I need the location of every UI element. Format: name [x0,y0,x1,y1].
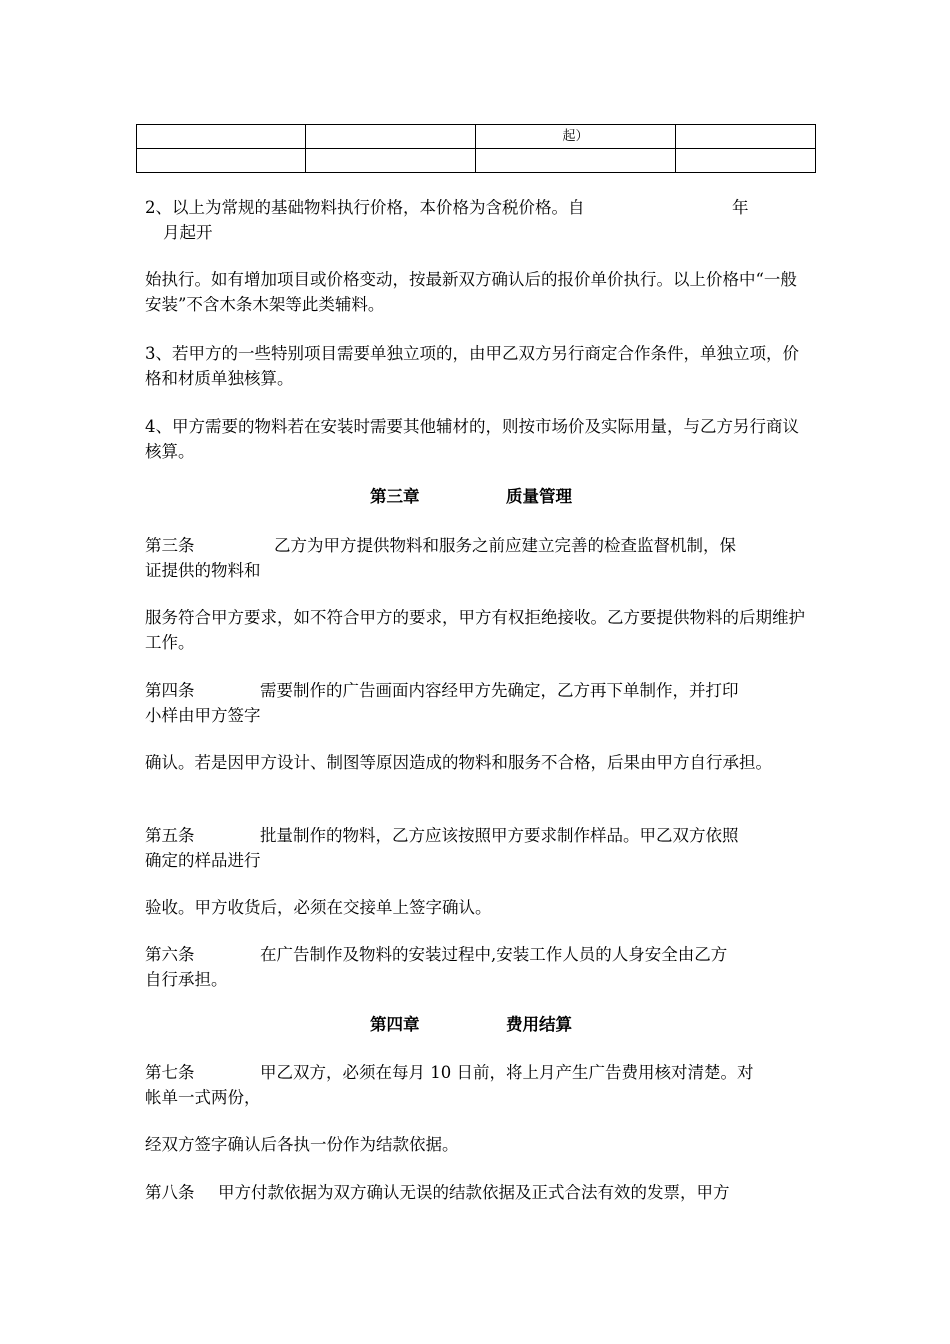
article-5-line1: 批量制作的物料，乙方应该按照甲方要求制作样品。甲乙双方依照 [260,826,739,845]
clause-2-year: 年 [732,198,749,217]
article-3-label: 第三条 [145,536,195,555]
clause-4: 4、甲方需要的物料若在安装时需要其他辅材的，则按市场价及实际用量，与乙方另行商议核算。 [145,417,799,461]
clause-2-line1: 2、以上为常规的基础物料执行价格，本价格为含税价格。自 [145,198,585,217]
table-row [137,149,816,173]
article-6-line2: 自行承担。 [145,970,228,989]
article-5-label: 第五条 [145,826,195,845]
clause-2-continued: 始执行。如有增加项目或价格变动，按最新双方确认后的报价单价执行。以上价格中“一般安装”不含木条木架等此类辅料。 [145,270,797,314]
article-3-continued: 服务符合甲方要求，如不符合甲方的要求，甲方有权拒绝接收。乙方要提供物料的后期维护工作。 [145,608,805,652]
table-cell [676,125,816,149]
article-4-label: 第四条 [145,681,195,700]
article-4-continued: 确认。若是因甲方设计、制图等原因造成的物料和服务不合格，后果由甲方自行承担。 [145,753,772,772]
clause-3: 3、若甲方的一些特别项目需要单独立项的，由甲乙双方另行商定合作条件，单独立项，价格和材质单独核算。 [145,344,799,388]
table-cell [137,125,306,149]
article-3-line2: 证提供的物料和 [145,561,261,580]
table-cell [676,149,816,173]
table-row [137,125,816,149]
table-cell [306,149,476,173]
article-8-line1: 甲方付款依据为双方确认无误的结款依据及正式合法有效的发票，甲方 [218,1183,730,1202]
article-6-label: 第六条 [145,945,195,964]
table-cell [137,149,306,173]
clause-2-line2: 月起开 [163,223,213,242]
article-5-continued: 验收。甲方收货后，必须在交接单上签字确认。 [145,898,492,917]
chapter-4-number: 第四章 [370,1015,420,1034]
article-3-line1: 乙方为甲方提供物料和服务之前应建立完善的检查监督机制，保 [274,536,736,555]
article-8-label: 第八条 [145,1183,195,1202]
table-cell [476,149,676,173]
price-table [136,124,816,173]
article-7-line2: 帐单一式两份， [145,1088,261,1107]
table-cell: 起） [476,125,676,149]
article-7-continued: 经双方签字确认后各执一份作为结款依据。 [145,1135,459,1154]
chapter-4-title: 费用结算 [506,1015,572,1034]
chapter-3-title: 质量管理 [506,487,572,506]
chapter-3-number: 第三章 [370,487,420,506]
article-4-line2: 小样由甲方签字 [145,706,261,725]
article-5-line2: 确定的样品进行 [145,851,261,870]
article-4-line1: 需要制作的广告画面内容经甲方先确定，乙方再下单制作，并打印 [260,681,739,700]
article-6-line1: 在广告制作及物料的安装过程中,安装工作人员的人身安全由乙方 [260,945,728,964]
article-7-label: 第七条 [145,1063,195,1082]
article-7-line1: 甲乙双方，必须在每月 10 日前，将上月产生广告费用核对清楚。对 [260,1063,754,1082]
table-cell [306,125,476,149]
